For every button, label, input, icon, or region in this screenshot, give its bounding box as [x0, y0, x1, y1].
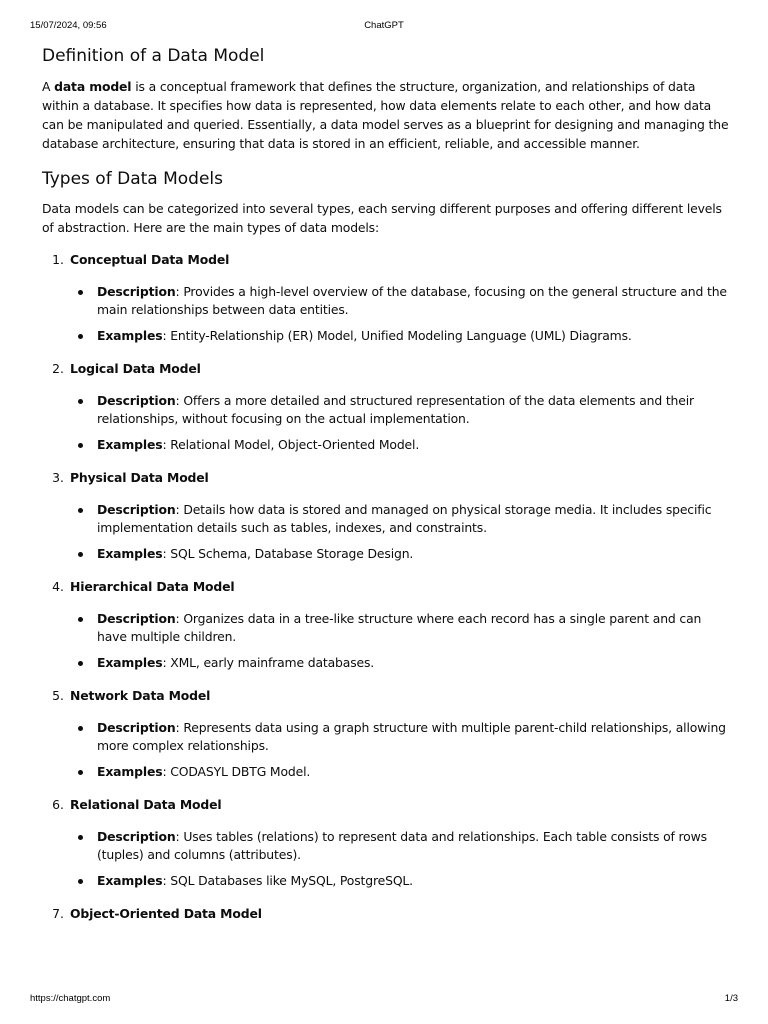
list-number: 7.: [52, 906, 64, 921]
examples-label: Examples: [97, 328, 163, 343]
examples-text: : Relational Model, Object-Oriented Model.: [162, 437, 420, 452]
description-label: Description: [97, 720, 176, 735]
model-title: Network Data Model: [70, 688, 211, 703]
model-details: [70, 719, 732, 781]
description-text: : Offers a more detailed and structured representation of the data elements and their relationships, without focusing on the actual implementation.: [97, 393, 694, 426]
description-label: Description: [97, 829, 176, 844]
bullet-icon: [78, 879, 83, 884]
description-text: : Provides a high-level overview of the database, focusing on the general structure and the main relationships between data entities.: [97, 284, 727, 317]
list-number: 3.: [52, 470, 64, 485]
description-label: Description: [97, 502, 176, 517]
list-number: 6.: [52, 797, 64, 812]
examples-text: : Entity-Relationship (ER) Model, Unified Modeling Language (UML) Diagrams.: [162, 328, 632, 343]
description-item: [70, 283, 732, 319]
model-title: Conceptual Data Model: [70, 252, 230, 267]
model-title: Hierarchical Data Model: [70, 579, 235, 594]
bullet-icon: [78, 334, 83, 339]
bullet-icon: [78, 399, 83, 404]
model-title: Object-Oriented Data Model: [70, 906, 262, 921]
list-item: [42, 795, 732, 890]
list-item: [42, 577, 732, 672]
description-text: : Represents data using a graph structure with multiple parent-child relationships, allowing more complex relationships.: [97, 720, 726, 753]
types-heading: Types of Data Models: [42, 169, 223, 189]
bullet-icon: [78, 552, 83, 557]
examples-text: : CODASYL DBTG Model.: [162, 764, 311, 779]
examples-label: Examples: [97, 437, 163, 452]
print-footer: [30, 993, 738, 1005]
list-item: [42, 359, 732, 454]
model-list: [42, 250, 732, 923]
examples-label: Examples: [97, 546, 163, 561]
model-details: [70, 828, 732, 890]
description-label: Description: [97, 611, 176, 626]
list-number: 2.: [52, 361, 64, 376]
bullet-icon: [78, 835, 83, 840]
types-intro: Data models can be categorized into several types, each serving different purposes and offering different levels of abstraction. Here are the main types of data models:: [42, 201, 722, 235]
examples-item: [70, 763, 732, 781]
model-details: [70, 610, 732, 672]
examples-label: Examples: [97, 873, 163, 888]
definition-paragraph: [42, 77, 732, 153]
print-header: [30, 20, 738, 32]
examples-item: [70, 872, 732, 890]
description-label: Description: [97, 284, 176, 299]
model-title: Relational Data Model: [70, 797, 222, 812]
description-item: [70, 392, 732, 428]
description-text: : Uses tables (relations) to represent data and relationships. Each table consists of rows (tuples) and columns (attributes).: [97, 829, 707, 862]
description-item: [70, 719, 732, 755]
print-url: https://chatgpt.com: [30, 993, 111, 1004]
definition-lead: A: [42, 79, 55, 94]
examples-item: [70, 327, 732, 345]
description-label: Description: [97, 393, 176, 408]
examples-label: Examples: [97, 655, 163, 670]
list-number: 1.: [52, 252, 64, 267]
print-title: ChatGPT: [364, 20, 404, 31]
examples-text: : SQL Schema, Database Storage Design.: [162, 546, 414, 561]
description-item: [70, 610, 732, 646]
document-content: [42, 44, 732, 937]
model-details: [70, 392, 732, 454]
examples-text: : SQL Databases like MySQL, PostgreSQL.: [162, 873, 413, 888]
definition-body: is a conceptual framework that defines the structure, organization, and relationships of data within a database. It specifies how data is represented, how data elements relate to each other, and how data can be manipulated and queried. Essentially, a data model serves as a blueprint for designing and managing the database architecture, ensuring that data is stored in an efficient, reliable, and accessible manner.: [42, 79, 729, 151]
list-item: [42, 904, 732, 923]
examples-item: [70, 654, 732, 672]
bullet-icon: [78, 770, 83, 775]
print-page-number: 1/3: [724, 993, 738, 1004]
bullet-icon: [78, 443, 83, 448]
list-number: 5.: [52, 688, 64, 703]
bullet-icon: [78, 726, 83, 731]
bullet-icon: [78, 508, 83, 513]
model-title: Logical Data Model: [70, 361, 201, 376]
model-title: Physical Data Model: [70, 470, 209, 485]
description-text: : Details how data is stored and managed on physical storage media. It includes specific implementation details such as tables, indexes, and constraints.: [97, 502, 712, 535]
bullet-icon: [78, 617, 83, 622]
description-text: : Organizes data in a tree-like structure where each record has a single parent and can have multiple children.: [97, 611, 702, 644]
examples-text: : XML, early mainframe databases.: [162, 655, 375, 670]
bullet-icon: [78, 661, 83, 666]
list-number: 4.: [52, 579, 64, 594]
list-item: [42, 686, 732, 781]
list-item: [42, 250, 732, 345]
description-item: [70, 828, 732, 864]
list-item: [42, 468, 732, 563]
model-details: [70, 283, 732, 345]
bullet-icon: [78, 290, 83, 295]
model-details: [70, 501, 732, 563]
examples-item: [70, 545, 732, 563]
examples-label: Examples: [97, 764, 163, 779]
definition-term: data model: [54, 79, 132, 94]
print-datetime: 15/07/2024, 09:56: [30, 20, 107, 31]
description-item: [70, 501, 732, 537]
examples-item: [70, 436, 732, 454]
definition-heading: Definition of a Data Model: [42, 46, 265, 66]
